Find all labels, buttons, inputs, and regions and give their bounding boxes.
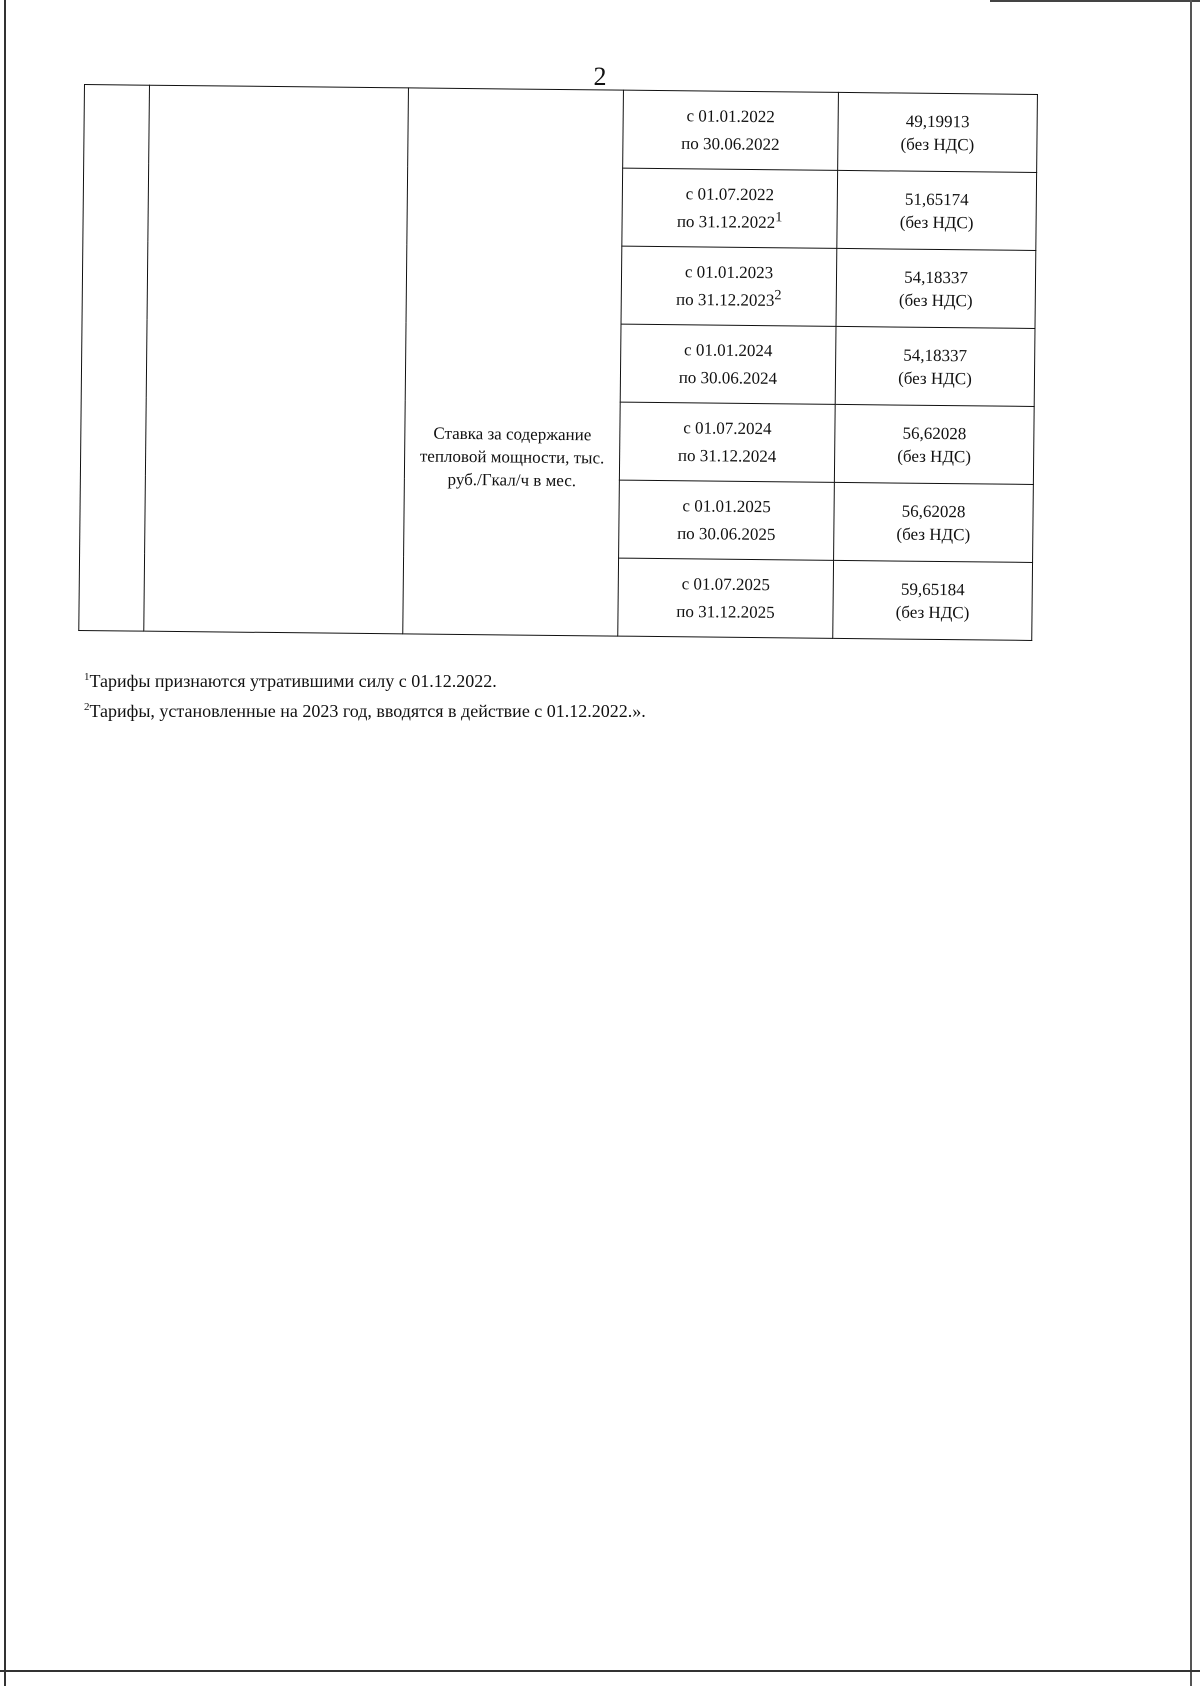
period-to: по 31.12.2022$^1$: [676, 209, 783, 233]
page-number: 2: [593, 62, 607, 91]
footnote-ref: 1: [775, 209, 783, 226]
vat-note: (без НДС): [899, 212, 974, 232]
tariff-value: 51,65174: [904, 189, 969, 209]
value-cell: [837, 170, 1037, 250]
footnote-2: [84, 694, 1084, 724]
tariff-table: [78, 84, 1038, 641]
scan-edge-top: [990, 0, 1200, 2]
vat-note: (без НДС): [897, 446, 972, 466]
footnote-1: [84, 664, 1084, 694]
value-cell: [833, 560, 1033, 640]
period-from: с 01.07.2022: [685, 184, 775, 205]
period-to: по 30.06.2025: [677, 524, 776, 545]
tariff-value: 54,18337: [904, 267, 968, 287]
period-cell: [619, 402, 835, 482]
rate-label: Ставка за содержание тепловой мощности, тыс. руб./Гкал/ч в мес.: [419, 423, 605, 491]
footnote-text: Тарифы признаются утратившими силу с 01.12.2022.: [89, 671, 497, 691]
footnote-mark: 2: [84, 701, 90, 713]
scan-edge-right: [1190, 0, 1192, 1686]
footnote-mark: 1: [84, 671, 90, 683]
vat-note: (без НДС): [896, 524, 971, 544]
value-cell: [838, 92, 1038, 172]
period-to: по 30.06.2022: [681, 134, 780, 155]
period-from: с 01.01.2025: [682, 496, 771, 517]
period-from: с 01.07.2024: [683, 418, 772, 439]
scan-edge-bottom: [0, 1670, 1200, 1672]
period-cell: [621, 246, 837, 326]
vat-note: (без НДС): [898, 290, 973, 310]
vat-note: (без НДС): [900, 134, 975, 154]
period-to: по 30.06.2024: [678, 368, 778, 389]
table-row: [84, 85, 1038, 173]
period-to: по 31.12.2024: [677, 446, 777, 467]
value-cell: [834, 404, 1034, 484]
value-cell: [835, 326, 1035, 406]
tariff-value: 59,65184: [900, 579, 965, 599]
footnotes: [84, 664, 1084, 724]
empty-cell-organization: [144, 85, 409, 634]
tariff-value: 54,18337: [903, 345, 968, 365]
tariff-value: 56,62028: [901, 501, 966, 521]
period-cell: [622, 168, 838, 248]
period-from: с 01.01.2023: [684, 262, 774, 283]
value-cell: [834, 482, 1034, 562]
empty-cell-number: [79, 85, 150, 632]
footnote-ref: 2: [774, 287, 782, 304]
tariff-value: 49,19913: [905, 111, 970, 131]
period-cell: [619, 480, 835, 560]
period-cell: [618, 558, 834, 638]
period-cell: [620, 324, 836, 404]
value-cell: [836, 248, 1036, 328]
period-from: с 01.01.2022: [686, 106, 775, 127]
footnote-text: Тарифы, установленные на 2023 год, вводятся в действие с 01.12.2022.».: [89, 701, 646, 721]
scan-edge-left: [4, 0, 6, 1686]
rate-label-cell: [403, 88, 624, 636]
period-from: с 01.07.2025: [681, 574, 771, 595]
period-to: по 31.12.2023$^2$: [675, 287, 782, 311]
period-to: по 31.12.2025: [676, 602, 775, 623]
period-cell: [623, 90, 839, 170]
vat-note: (без НДС): [895, 602, 970, 622]
tariff-value: 56,62028: [902, 423, 967, 443]
vat-note: (без НДС): [898, 368, 972, 388]
period-from: с 01.01.2024: [683, 340, 773, 361]
